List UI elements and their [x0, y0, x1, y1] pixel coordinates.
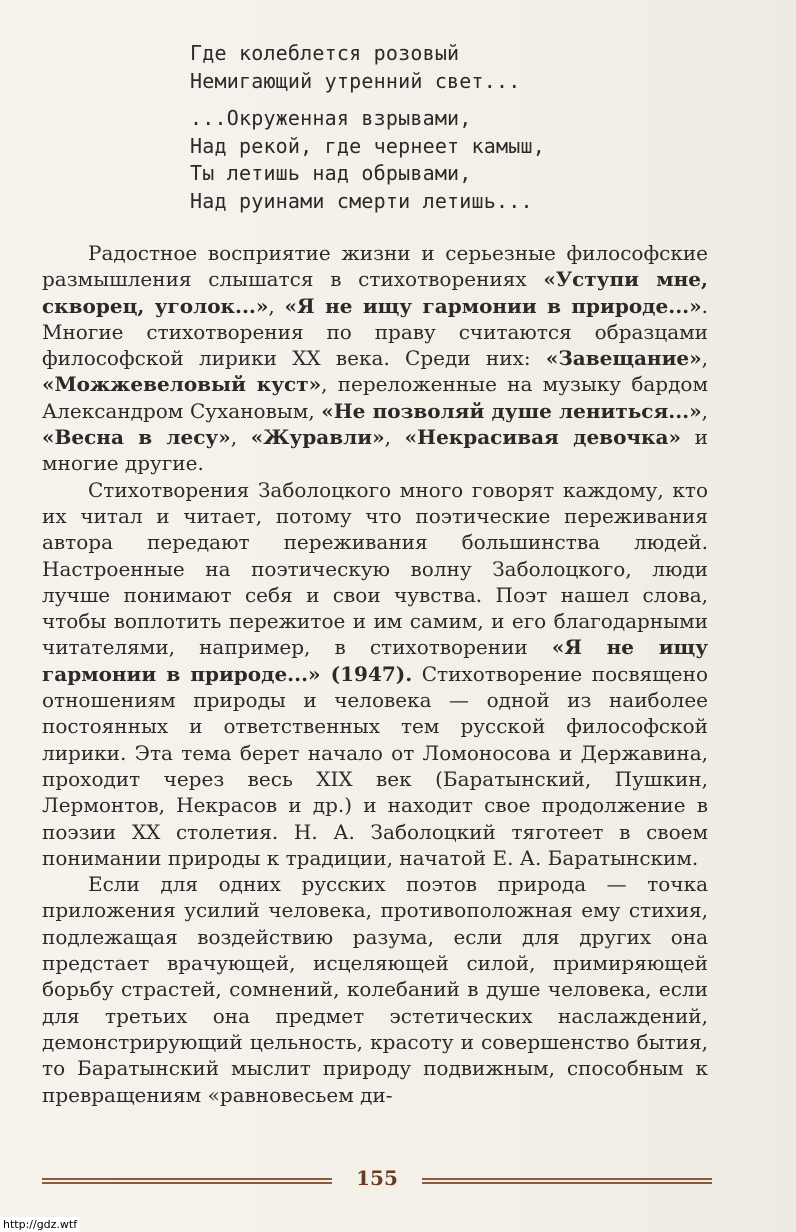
text-run: Если для одних русских поэтов природа — точка приложения усилий человека, противоположная ему стихия, подлежащая воздействию разума, если для других она предстает врачующей, исцеляющей силой, примиряющей борьбу страстей, сомнений, колебаний в душе человека, если для третьих она предмет эстетических наслаждений, демонстрирующий цельность, красоту и совершенство бытия, то Баратынский мыслит природу подвижным, способным к превращениям «равновесьем ди-	[42, 872, 708, 1107]
text-run: Радостное восприятие жизни и серьезные философские размышления слышатся в стихотворениях	[42, 241, 708, 292]
poem-line: Где колеблется розовый	[190, 41, 460, 65]
poem-line: Немигающий утренний свет...	[190, 68, 521, 93]
text-run: Стихотворение посвящено отношениям природы и человека — одной из наиболее постоянных и ответственных тем русской философской лирики. Эта тема берет начало от Ломоносова и Державина, проходит через весь XIX век (Баратынский, Пушкин, Лермонтов, Некрасов и др.) и находит свое продолжение в поэзии XX столетия. Н. А. Заболоцкий тяготеет в своем понимании природы к традиции, начатой Е. А. Баратынским.	[42, 661, 709, 870]
footer-ornament-right	[422, 1178, 712, 1184]
text-run: ,	[701, 398, 708, 423]
bold-title: «Некрасивая девочка»	[404, 425, 681, 450]
text-run: ,	[230, 425, 251, 450]
bold-title: «Журавли»	[250, 425, 385, 450]
bold-title: «Завещание»	[545, 346, 702, 371]
poem-excerpt	[190, 40, 710, 225]
poem-line: ...Окруженная взрывами,	[190, 106, 472, 130]
body-text	[42, 240, 708, 1108]
text-run: ,	[701, 346, 708, 371]
poem-line: Над руинами смерти летишь...	[190, 188, 533, 213]
text-run: Стихотворения Заболоцкого много говорят каждому, кто их читал и читает, потому что поэтические переживания автора передают переживания большинства людей. Настроенные на поэтическую волну Заболоцкого, люди лучше понимают себя и свои чувства. Поэт нашел слова, чтобы воплотить пережитое и им самим, и его благодарными читателями, например, в стихотворении	[42, 477, 708, 660]
text-run: . Многие стихотворения по праву считаются образцами философской лирики XX века. Среди них:	[42, 293, 708, 371]
text-run: ,	[384, 425, 405, 450]
page-number: 155	[356, 1166, 398, 1190]
bold-title: «Я не ищу гармонии в природе...»	[284, 293, 702, 318]
poem-stanza	[190, 105, 710, 215]
paragraph	[42, 871, 708, 1108]
bold-title: «Можжевеловый куст»	[42, 372, 322, 397]
paragraph	[42, 477, 708, 871]
bold-title: «Я не ищу гармонии в природе...» (1947).	[42, 635, 708, 686]
page-footer	[42, 1166, 712, 1196]
watermark-link[interactable]: http://gdz.wtf	[0, 1217, 80, 1232]
bold-title: «Весна в лесу»	[42, 425, 231, 450]
bold-title: «Уступи мне, скворец, уголок...»	[42, 267, 708, 318]
text-run: , переложенные на музыку бардом Александром Сухановым,	[42, 372, 708, 423]
text-run: и многие другие.	[42, 425, 708, 476]
paragraph	[42, 240, 708, 477]
poem-line: Ты летишь над обрывами,	[190, 161, 472, 185]
text-run: ,	[268, 293, 285, 318]
poem-stanza	[190, 40, 710, 95]
bold-title: «Не позволяй душе лениться...»	[321, 398, 702, 423]
poem-line: Над рекой, где чернеет камыш,	[190, 133, 545, 158]
